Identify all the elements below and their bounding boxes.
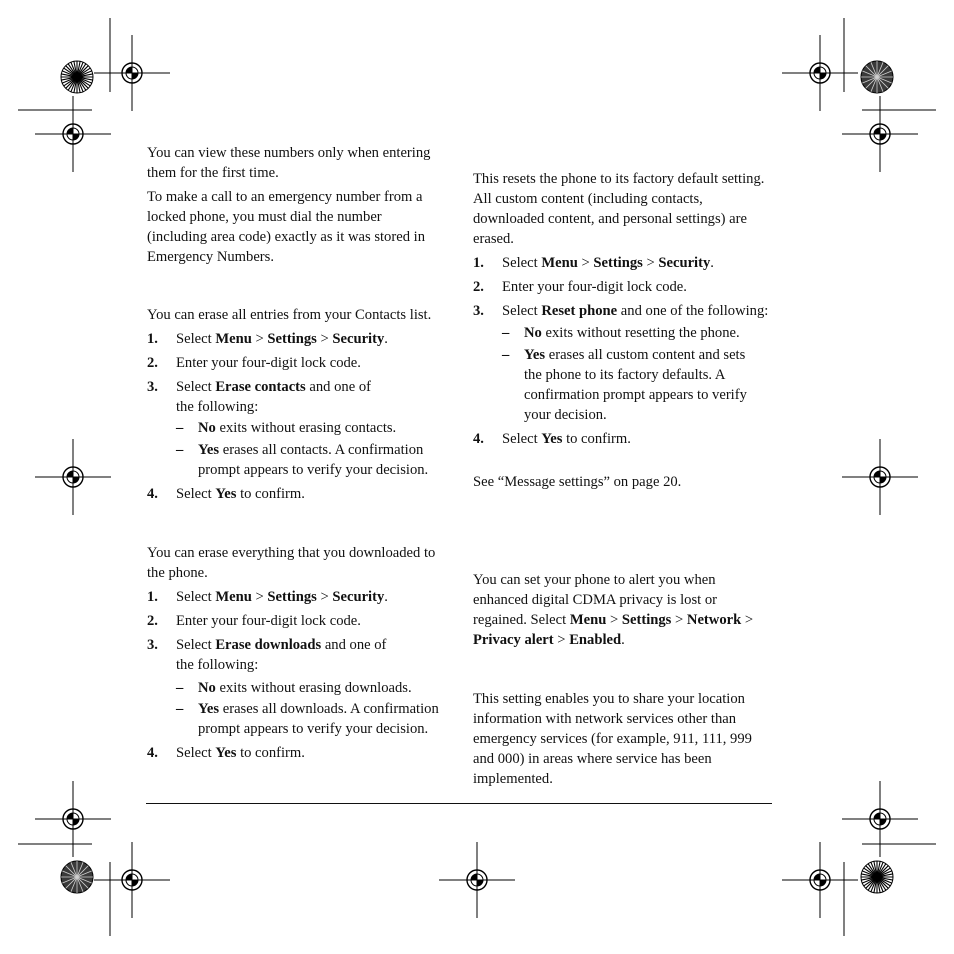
downloads-step-3: 3. Select Erase downloads and one of the following: – No exits without erasing downloads. – Yes erases all downloads. A confirmation prompt appears to verify your decision. xyxy=(147,635,447,739)
reset-option-yes: – Yes erases all custom content and sets the phone to its factory defaults. A confirmation prompt appears to verify your decision. xyxy=(502,347,747,423)
contacts-option-no: – No exits without erasing contacts. xyxy=(176,420,397,436)
privacy-alert-section xyxy=(473,570,763,650)
contacts-step-1: 1. Select Menu > Settings > Security. xyxy=(147,331,388,347)
downloads-step-2: 2. Enter your four-digit lock code. xyxy=(147,613,361,629)
reset-step-3: 3. Select Reset phone and one of the following: – No exits without resetting the phone. – Yes erases all custom content and sets the phone to its factory defaults. A confirmation prompt appears to verify your decision. xyxy=(473,303,769,423)
privacy-alert-paragraph: You can set your phone to alert you when enhanced digital CDMA privacy is lost or regained. Select Menu > Settings > Network > Privacy alert > Enabled. xyxy=(473,572,754,648)
location-section xyxy=(473,689,755,789)
message-settings-reference: See “Message settings” on page 20. xyxy=(473,474,682,490)
erase-contacts-section xyxy=(147,305,447,504)
downloads-step-1: 1. Select Menu > Settings > Security. xyxy=(147,589,388,605)
contacts-intro: You can erase all entries from your Contacts list. xyxy=(147,307,432,323)
erase-downloads-section xyxy=(147,543,447,763)
contacts-step-3: 3. Select Erase contacts and one of the following: – No exits without erasing contacts. – Yes erases all contacts. A confirmation prompt appears to verify your decision. xyxy=(147,377,447,480)
downloads-option-yes: – Yes erases all downloads. A confirmation prompt appears to verify your decision. xyxy=(176,701,439,737)
reset-option-no: – No exits without resetting the phone. xyxy=(502,325,740,341)
reset-step-4: 4. Select Yes to confirm. xyxy=(473,431,631,447)
reset-step-2: 2. Enter your four-digit lock code. xyxy=(473,279,687,295)
contacts-step-2: 2. Enter your four-digit lock code. xyxy=(147,355,361,371)
downloads-option-no: – No exits without erasing downloads. xyxy=(176,680,412,696)
message-settings-section xyxy=(473,472,773,492)
contacts-step-4: 4. Select Yes to confirm. xyxy=(147,486,305,502)
contacts-option-yes: – Yes erases all contacts. A confirmation prompt appears to verify your decision. xyxy=(176,442,429,478)
location-paragraph: This setting enables you to share your location information with network services other than emergency services (for example, 911, 111, 999 and 000) in areas where service has been implemented. xyxy=(473,691,752,787)
reset-intro: This resets the phone to its factory default setting. All custom content (including contacts, downloaded content, and personal settings) are erased. xyxy=(473,171,765,247)
footer-rule xyxy=(146,803,772,804)
reset-phone-section xyxy=(473,169,773,449)
downloads-step-4: 4. Select Yes to confirm. xyxy=(147,745,305,761)
downloads-intro: You can erase everything that you downloaded to the phone. xyxy=(147,545,436,581)
left-column xyxy=(147,143,442,267)
reset-step-1: 1. Select Menu > Settings > Security. xyxy=(473,255,714,271)
view-numbers-paragraph: You can view these numbers only when entering them for the first time. xyxy=(147,145,431,181)
emergency-call-paragraph: To make a call to an emergency number from a locked phone, you must dial the number (including area code) exactly as it was stored in Emergency Numbers. xyxy=(147,189,425,265)
